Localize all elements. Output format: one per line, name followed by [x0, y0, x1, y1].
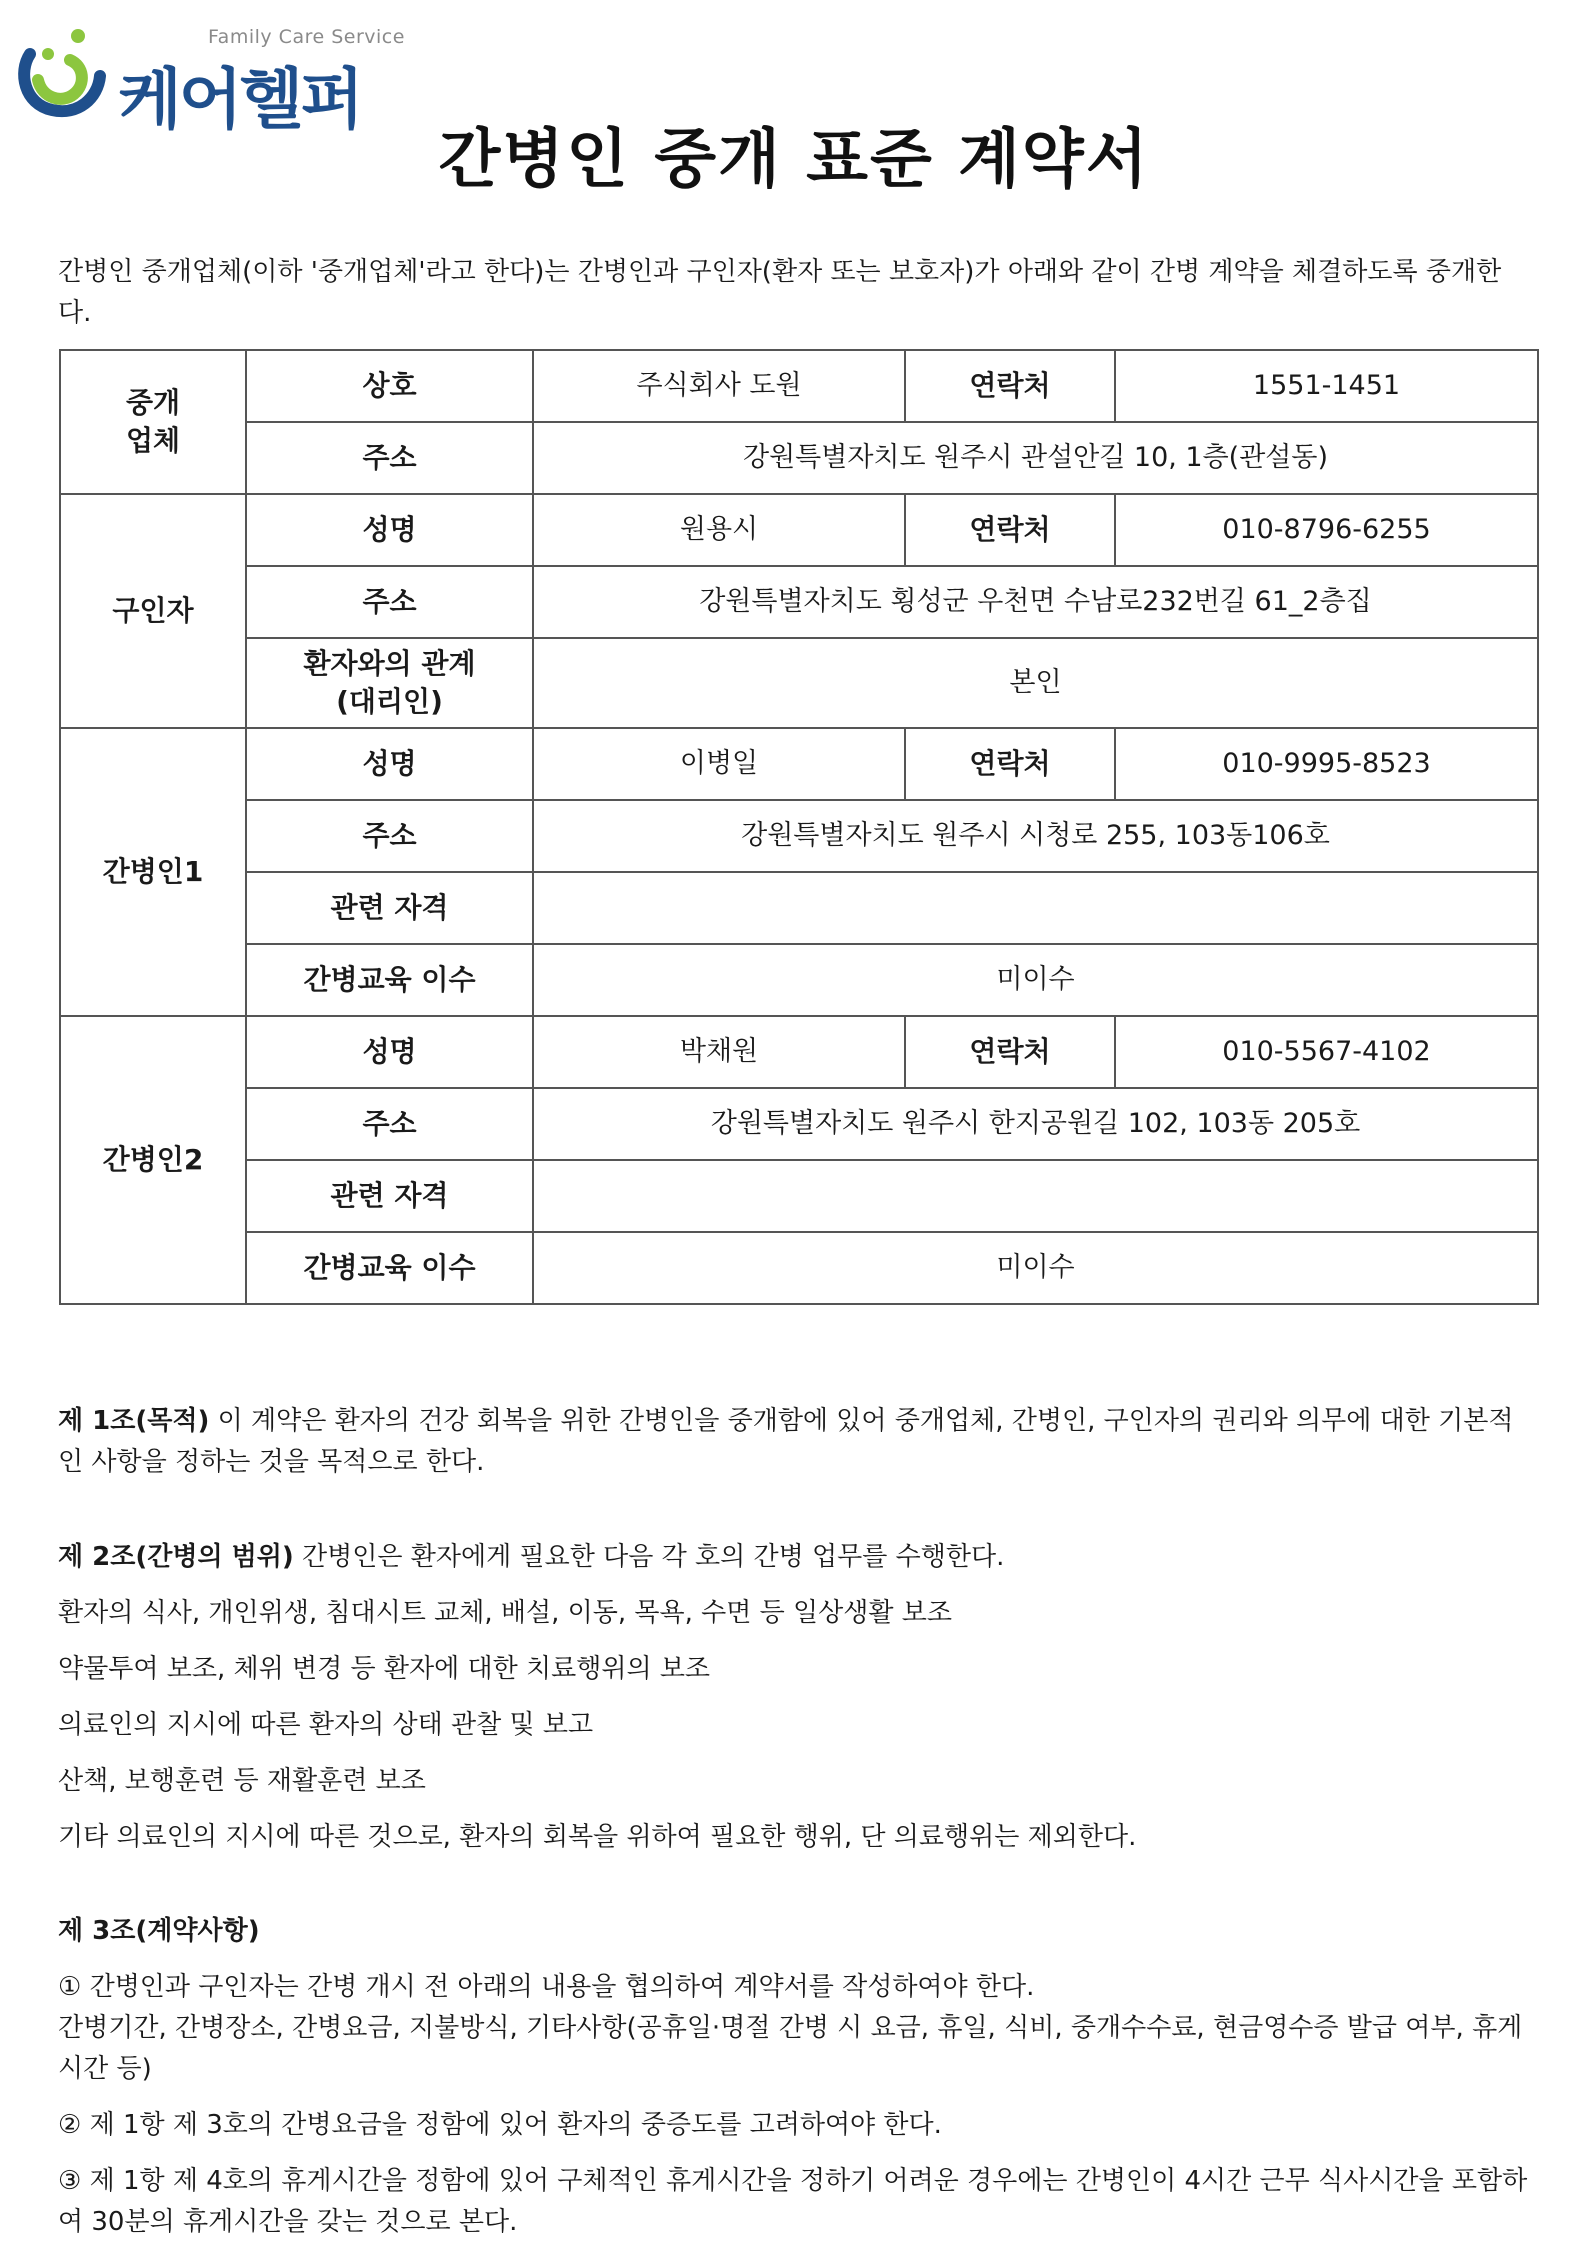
section-client: 구인자 — [60, 494, 246, 728]
section-broker: 중개 업체 — [60, 350, 246, 494]
table-row — [60, 1160, 1538, 1232]
table-row — [60, 1088, 1538, 1160]
client-contact-label: 연락처 — [905, 494, 1115, 566]
article-3 — [58, 1911, 1536, 2243]
client-name-label: 성명 — [246, 494, 533, 566]
table-row — [60, 872, 1538, 944]
list-item: 산책, 보행훈련 등 재활훈련 보조 — [58, 1766, 426, 1796]
section-caregiver1: 간병인1 — [60, 728, 246, 1016]
article-1 — [58, 1401, 1536, 1483]
table-row — [60, 350, 1538, 422]
client-address-label: 주소 — [246, 566, 533, 638]
caregiver1-name-label: 성명 — [246, 728, 533, 800]
client-address: 강원특별자치도 횡성군 우천면 수남로232번길 61_2층집 — [533, 566, 1538, 638]
section-caregiver2: 간병인2 — [60, 1016, 246, 1304]
list-item: 의료인의 지시에 따른 환자의 상태 관찰 및 보고 — [58, 1710, 594, 1740]
caregiver2-edu-label: 간병교육 이수 — [246, 1232, 533, 1304]
client-relation-label: 환자와의 관계 (대리인) — [246, 638, 533, 728]
article-3-para-1b: 간병기간, 간병장소, 간병요금, 지불방식, 기타사항(공휴일·명절 간병 시 요금, 휴일, 식비, 중개수수료, 현금영수증 발급 여부, 휴게시간 등) — [58, 2013, 1523, 2084]
article-3-para-1: ① 간병인과 구인자는 간병 개시 전 아래의 내용을 협의하여 계약서를 작성하여야 한다. — [58, 1972, 1035, 2002]
logo-name: 케어헬퍼 — [118, 61, 362, 138]
caregiver1-qual — [533, 872, 1538, 944]
caregiver2-address-label: 주소 — [246, 1088, 533, 1160]
table-row — [60, 494, 1538, 566]
list-item: 기타 의료인의 지시에 따른 것으로, 환자의 회복을 위하여 필요한 행위, 단 의료행위는 제외한다. — [58, 1822, 1137, 1852]
caregiver2-address: 강원특별자치도 원주시 한지공원길 102, 103동 205호 — [533, 1088, 1538, 1160]
caregiver1-name: 이병일 — [533, 728, 905, 800]
article-3-para-2: ② 제 1항 제 3호의 간병요금을 정함에 있어 환자의 중증도를 고려하여야 한다. — [58, 2110, 942, 2140]
broker-name: 주식회사 도원 — [533, 350, 905, 422]
caregiver2-contact-label: 연락처 — [905, 1016, 1115, 1088]
article-2 — [58, 1537, 1536, 1858]
list-item: 환자의 식사, 개인위생, 침대시트 교체, 배설, 이동, 목욕, 수면 등 일상생활 보조 — [58, 1598, 952, 1628]
article-2-text: 간병인은 환자에게 필요한 다음 각 호의 간병 업무를 수행한다. — [293, 1542, 1005, 1572]
table-row — [60, 800, 1538, 872]
table-row — [60, 728, 1538, 800]
article-3-heading: 제 3조(계약사항) — [58, 1916, 260, 1946]
caregiver2-name: 박채원 — [533, 1016, 905, 1088]
table-row — [60, 1232, 1538, 1304]
caregiver2-edu: 미이수 — [533, 1232, 1538, 1304]
caregiver2-qual-label: 관련 자격 — [246, 1160, 533, 1232]
article-2-heading: 제 2조(간병의 범위) — [58, 1542, 294, 1572]
client-name: 원용시 — [533, 494, 905, 566]
caregiver1-edu: 미이수 — [533, 944, 1538, 1016]
caregiver2-name-label: 성명 — [246, 1016, 533, 1088]
caregiver1-contact-label: 연락처 — [905, 728, 1115, 800]
broker-address-label: 주소 — [246, 422, 533, 494]
caregiver2-contact: 010-5567-4102 — [1115, 1016, 1538, 1088]
list-item: 약물투여 보조, 체위 변경 등 환자에 대한 치료행위의 보조 — [58, 1654, 711, 1684]
caregiver1-contact: 010-9995-8523 — [1115, 728, 1538, 800]
caregiver1-address: 강원특별자치도 원주시 시청로 255, 103동106호 — [533, 800, 1538, 872]
caregiver1-qual-label: 관련 자격 — [246, 872, 533, 944]
article-1-text: 이 계약은 환자의 건강 회복을 위한 간병인을 중개함에 있어 중개업체, 간병인, 구인자의 권리와 의무에 대한 기본적인 사항을 정하는 것을 목적으로 한다. — [58, 1406, 1514, 1477]
table-row — [60, 422, 1538, 494]
broker-contact: 1551-1451 — [1115, 350, 1538, 422]
client-relation: 본인 — [533, 638, 1538, 728]
broker-contact-label: 연락처 — [905, 350, 1115, 422]
article-3-para-3: ③ 제 1항 제 4호의 휴게시간을 정함에 있어 구체적인 휴게시간을 정하기 어려운 경우에는 간병인이 4시간 근무 식사시간을 포함하여 30분의 휴게시간을 갖는 것으로 본다. — [58, 2166, 1528, 2237]
table-row — [60, 638, 1538, 728]
client-contact: 010-8796-6255 — [1115, 494, 1538, 566]
broker-name-label: 상호 — [246, 350, 533, 422]
caregiver1-edu-label: 간병교육 이수 — [246, 944, 533, 1016]
logo-tagline: Family Care Service — [208, 26, 405, 48]
broker-address: 강원특별자치도 원주시 관설안길 10, 1층(관설동) — [533, 422, 1538, 494]
intro-paragraph: 간병인 중개업체(이하 '중개업체'라고 한다)는 간병인과 구인자(환자 또는 보호자)가 아래와 같이 간병 계약을 체결하도록 중개한다. — [58, 257, 1502, 328]
document-title: 간병인 중개 표준 계약서 — [438, 123, 1150, 197]
article-1-heading: 제 1조(목적) — [58, 1406, 210, 1436]
caregiver1-address-label: 주소 — [246, 800, 533, 872]
company-logo — [12, 22, 412, 138]
table-row — [60, 944, 1538, 1016]
caregiver2-qual — [533, 1160, 1538, 1232]
table-row — [60, 566, 1538, 638]
table-row — [60, 1016, 1538, 1088]
party-info-table — [59, 349, 1539, 1305]
